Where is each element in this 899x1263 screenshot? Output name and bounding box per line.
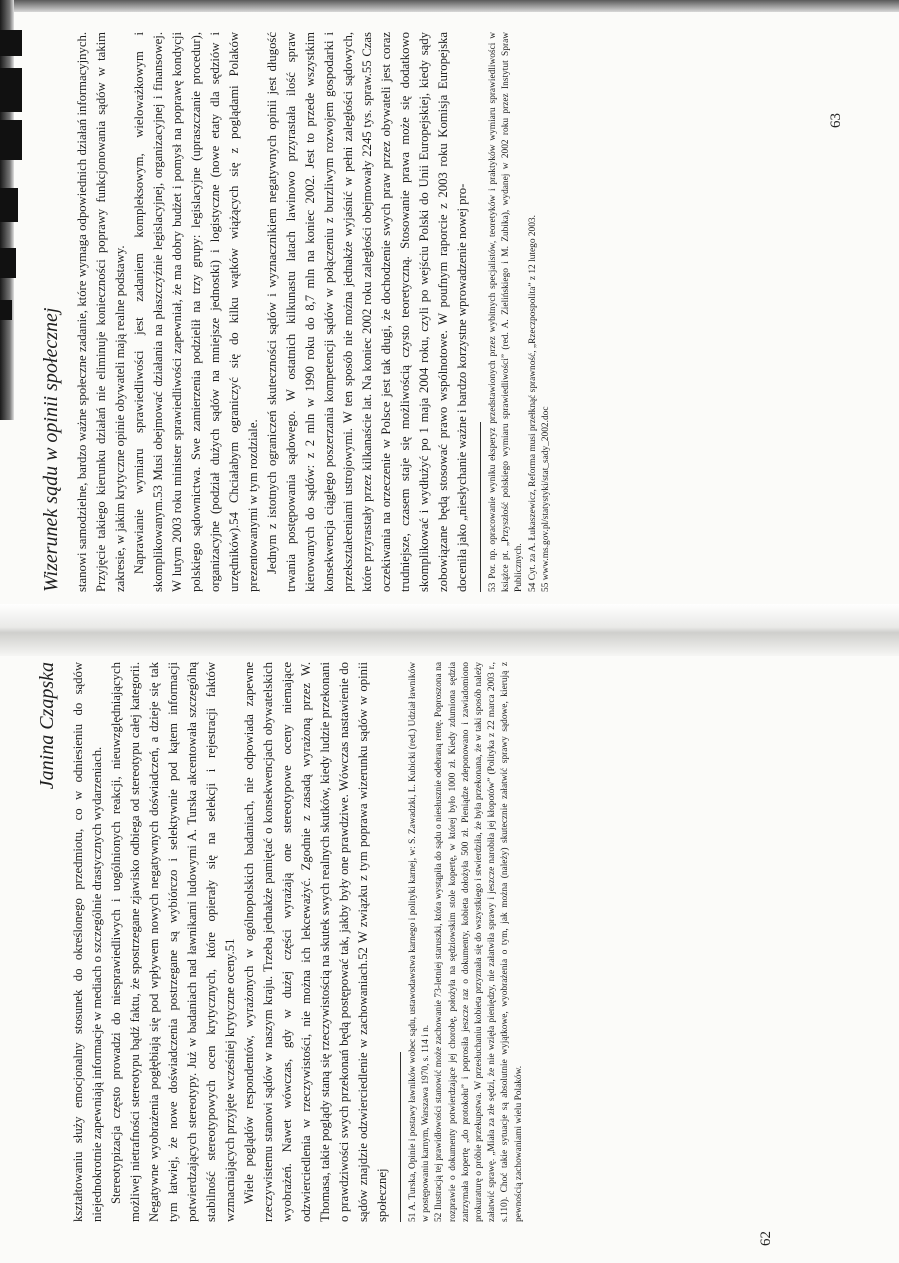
left-page — [36, 662, 526, 1222]
scan-top-edge — [0, 0, 899, 12]
binding-mark — [0, 30, 22, 56]
footnote: 52 Ilustracją tej prawidłowości stanowić może zachowanie 73-letniej staruszki, która wystąpiła do sądu o niesłusznie odebraną rentę. Poproszona na rozprawie o dokumenty potwierdzające jej chorobę, położyła na sędziowskim stole kopertę, w której było 1000 zł. Kiedy zdumiona sędzia zatrzymała kopertę „do protokołu” i poprosiła jeszcze raz o dokumenty, kobieta dołożyła 500 zł. Pieniądze zdeponowano i zawiadomiono prokuraturę o próbie przekupstwa. W przesłuchaniu kobieta przyznała się do wszystkiego i stwierdziła, że była przekonana, że w taki sposób należy załatwić sprawę. „Miała za złe sędzi, że nie wzięła pieniędzy, nie załatwiła sprawy i jeszcze narobiła jej kłopotów” (Polityka z 22 marca 2003 r., s.110). Choć takie sytuacje są absolutnie wyjątkowe, wyobrażenia o tym, jak można (należy) skutecznie załatwić sprawy sądowe, kierują z pewnością zachowaniami wielu Polaków. — [434, 662, 524, 1222]
footnote: 53 Por. np. opracowanie wyniku eksperyz przedstawionych przez wybitnych specjalistów, teoretyków i praktyków wymiaru sprawiedliwości w książce pt. „Przyszłość polskiego wymiaru sprawiedliwości” (red. A. Zielińskiego i M. Zubika), wydanej w 2002 roku przez Instytut Spraw Publicznych. — [488, 32, 525, 592]
footnote-rule — [480, 422, 481, 592]
body-paragraph: Jednym z istotnych ograniczeń skuteczności sądów i wyznacznikiem negatywnych opinii jest długość trwania postępowania sądowego. W ostatnich kilkunastu latach lawinowo przyrastała ilość spraw kierowanych do sądów: z 2 mln w 1990 roku do 8,7 mln na koniec 2002. Jest to przede wszystkim konsekwencja ciągłego poszerzania kompetencji sądów w połączeniu z burzliwym rozwojem gospodarki i przekształceniami ustrojowymi. W ten sposób nie można jednakże wyjaśnić w pełni zaległości sądowych, które przyrastały przez kilkanaście lat. Na koniec 2002 roku zaległości obejmowały 2245 tys. spraw.55 Czas oczekiwania na orzeczenie w Polsce jest tak długi, że dochodzenie swych praw przez obywateli jest coraz trudniejsze, czasem staje się możliwością czysto teoretyczną. Stosowanie prawa może się dodatkowo skomplikować i wydłużyć po 1 maja 2004 roku, czyli po wejściu Polski do Unii Europejskiej, kiedy sądy zobowiązane będą stosować prawo wspólnotowe. W poufnym raporcie z 2003 roku Komisja Europejska doceniła jako „niesłychanie ważne i bardzo korzystne wprowadzenie nowej pro- — [265, 32, 469, 592]
footnote: 54 Cyt. za A. Łukaszewicz, Reforma musi przełknąć sprawność, „Rzeczpospolita” z 12 lutego 2003. — [527, 215, 538, 592]
binding-mark — [0, 68, 22, 112]
binding-mark — [0, 120, 22, 160]
footnote-rule — [400, 1052, 401, 1222]
right-page — [40, 32, 553, 592]
footnote: 55 www.ms.gov.pl/statystyki/stat_sady_2002.doc — [540, 406, 551, 592]
footnote: 51 A. Turska, Opinie i postawy ławników wobec sądu, ustawodawstwa karnego i polityki karnej, w: S. Zawadzki, L. Kubicki (red.) Udział ławników w postępowaniu karnym, Warszawa 1970, s. 114 i n. — [408, 662, 432, 1222]
body-paragraph: kształtowaniu służy emocjonalny stosunek do określonego przedmiotu, co w odniesieniu do sądów niejednokrotnie zapewniają informacje w mediach o szczególnie drastycznych wydarzeniach. — [71, 662, 104, 1222]
book-gutter — [0, 604, 899, 656]
body-paragraph: Wiele poglądów respondentów, wyrażonych w ogólnopolskich badaniach, nie odpowiada zapewne rzeczywistemu stanowi sądów w naszym kraju. Trzeba jednakże pamiętać o konsekwencjach obywatelskich wyobrażeń. Nawet wówczas, gdy w dużej części wyrażają one stereotypowe oceny niemające odzwierciedlenia w rzeczywistości, nie można ich lekceważyć. Zgodnie z zasadą wyrażoną przez W. Thomasa, takie poglądy staną się rzeczywistością na skutek swych realnych skutków, kiedy ludzie przekonani o prawdziwości swych przekonań będą postępować tak, jakby były one prawdziwe. Wówczas nastawienie do sądów znajdzie odzwierciedlenie w zachowaniach.52 W związku z tym poprawa wizerunku sądów w opinii społecznej — [242, 662, 389, 1222]
running-header-right: Wizerunek sądu w opinii społecznej — [40, 307, 62, 592]
body-paragraph: stanowi samodzielne, bardzo ważne społeczne zadanie, które wymaga odpowiednich działań informacyjnych. Przyjęcie takiego kierunku działań nie eliminuje konieczności poprawy funkcjonowania sądów w takim zakresie, w jakim krytyczne opinie obywateli mają realne podstawy. — [75, 32, 127, 592]
running-header-left: Janina Czapska — [36, 662, 58, 790]
binding-mark — [0, 248, 16, 278]
page-number-left: 62 — [758, 1231, 774, 1246]
page-number-right: 63 — [828, 113, 844, 128]
body-paragraph: Stereotypizacja często prowadzi do niesprawiedliwych i uogólnionych reakcji, nieuwzględniających możliwej nietrafności stereotypu bądź faktu, że spostrzegane zjawisko odbiega od stereotypu całej kategorii. Negatywne wyobrażenia pogłębiają się pod wpływem nowych negatywnych doświadczeń, a dzieje się tak tym łatwiej, że nowe doświadczenia postrzegane są wybiórczo i selektywnie pod kątem informacji potwierdzających stereotypy. Już w badaniach nad ławnikami ludowymi A. Turska akcentowała szczególną stabilność stereotypowych ocen krytycznych, które opierały się na selekcji i rejestracji faktów wzmacniających przyjęte wcześniej krytyczne oceny.51 — [109, 662, 237, 1222]
body-paragraph: Naprawianie wymiaru sprawiedliwości jest zadaniem kompleksowym, wieloważkowym i skomplikowanym.53 Musi obejmować działania na płaszczyźnie legislacyjnej, organizacyjnej i finansowej. W lutym 2003 roku minister sprawiedliwości zapewniał, że ma dobry budżet i pomysł na poprawę kondycji polskiego sądownictwa. Swe zamierzenia podzielił na trzy grupy: legislacyjne (upraszczanie procedur), organizacyjne (podział dużych sądów na mniejsze jednostki) i logistyczne (nowe etaty dla sędziów i urzędników).54 Chciałabym ograniczyć się do kilku wątków wiążących się z poglądami Polaków prezentowanymi w tym rozdziale. — [132, 32, 260, 592]
binding-mark — [0, 188, 18, 222]
binding-mark — [0, 300, 12, 320]
